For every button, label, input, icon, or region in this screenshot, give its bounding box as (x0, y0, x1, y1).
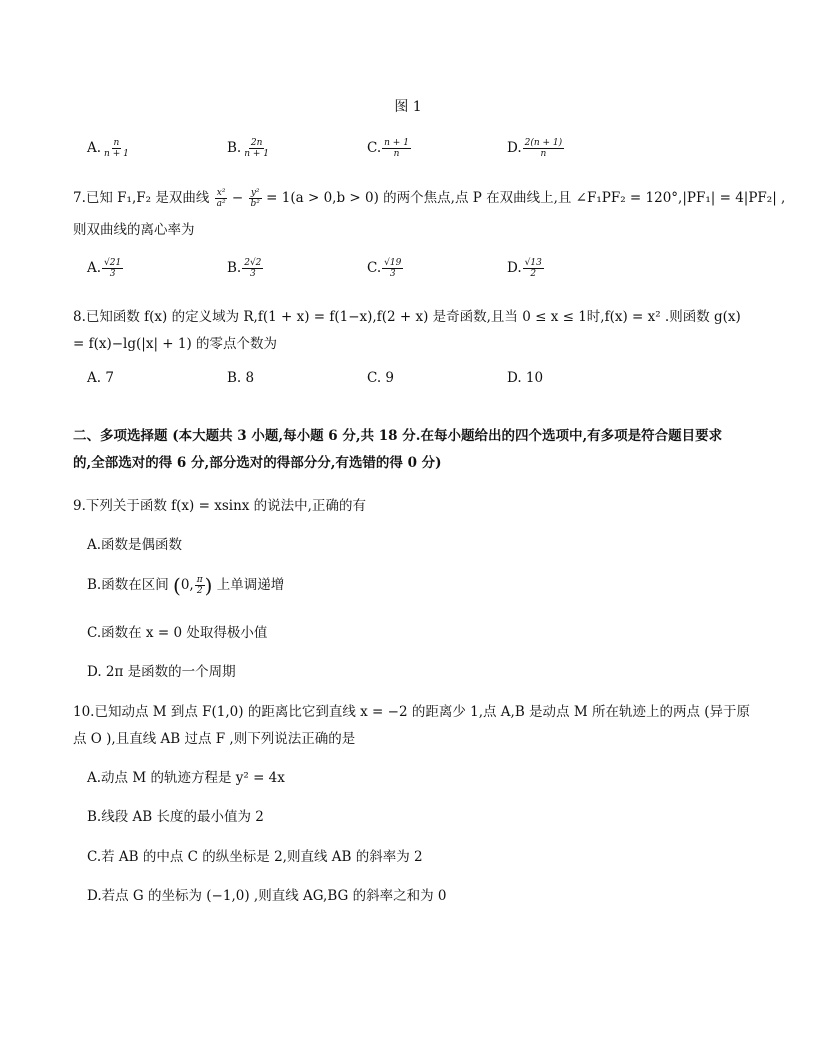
q10-option-d: D.若点 G 的坐标为 (−1,0) ,则直线 AG,BG 的斜率之和为 0 (87, 888, 447, 904)
q8-option-b: B. 8 (227, 370, 255, 386)
q6-option-a: A. $\frac{n}{n + 1}$ (87, 138, 129, 159)
figure-caption: 图 1 (394, 99, 422, 115)
q6-option-d: D. $\frac{2(n + 1)}{n}$ (507, 138, 563, 159)
q9-option-b: B.函数在区间 (0, $\frac{\pi}{2}$ ) 上单调递增 (87, 573, 285, 598)
q6-option-c: C. $\frac{n + 1}{n}$ (367, 138, 409, 159)
q7-stem-line1: 7.已知 F₁,F₂ 是双曲线 $\frac{\text{x²}}{\text{a²}}$ − $\frac{\text{y²}}{\text{b²}}$ = 1(a > 0,b > 0) 的两个焦点,点 P 在双曲线上,且 ∠F₁PF₂ = 120°,|PF₁| = 4|PF₂| , (73, 188, 786, 209)
q7-stem-line2: 则双曲线的离心率为 (73, 222, 195, 238)
right-paren: ) (204, 573, 213, 598)
section-heading-line2: 的,全部选对的得 6 分,部分选对的得部分分,有选错的得 0 分) (73, 455, 442, 471)
q8-stem-line2: = f(x)−lg(|x| + 1) 的零点个数为 (73, 336, 278, 352)
q7-option-d: D. $\frac{√13}{2}$ (507, 258, 542, 279)
section-heading-line1: 二、多项选择题 (本大题共 3 小题,每小题 6 分,共 18 分.在每小题给出的四个选项中,有多项是符合题目要求 (73, 428, 723, 444)
q9-stem: 9.下列关于函数 f(x) = xsinx 的说法中,正确的有 (73, 498, 366, 514)
q9-option-d: D. 2π 是函数的一个周期 (87, 664, 236, 680)
q9-option-c: C.函数在 x = 0 处取得极小值 (87, 625, 268, 641)
q7-option-b: B. $\frac{2√2}{3}$ (227, 258, 262, 279)
q8-option-a: A. 7 (87, 370, 114, 386)
section-heading (73, 423, 753, 477)
left-paren: ( (173, 573, 181, 598)
q8-option-d: D. 10 (507, 370, 544, 386)
q7-option-a: A. $\frac{√21}{3}$ (87, 258, 122, 279)
q9-option-a: A.函数是偶函数 (87, 537, 183, 553)
q8-stem-line1: 8.已知函数 f(x) 的定义域为 R,f(1 + x) = f(1−x),f(2 + x) 是奇函数,且当 0 ≤ x ≤ 1时,f(x) = x² .则函数 g(x) (73, 309, 741, 325)
q10-stem-line2: 点 O ),且直线 AB 过点 F ,则下列说法正确的是 (73, 731, 356, 747)
q8-option-c: C. 9 (367, 370, 395, 386)
q6-option-b: B. $\frac{2n}{n + 1}$ (227, 138, 270, 159)
q7-option-c: C. $\frac{√19}{3}$ (367, 258, 402, 279)
q10-stem-line1: 10.已知动点 M 到点 F(1,0) 的距离比它到直线 x = −2 的距离少 1,点 A,B 是动点 M 所在轨迹上的两点 (异于原 (73, 704, 750, 720)
q10-option-a: A.动点 M 的轨迹方程是 y² = 4x (87, 770, 285, 786)
q10-option-b: B.线段 AB 长度的最小值为 2 (87, 809, 264, 825)
q10-option-c: C.若 AB 的中点 C 的纵坐标是 2,则直线 AB 的斜率为 2 (87, 849, 423, 865)
